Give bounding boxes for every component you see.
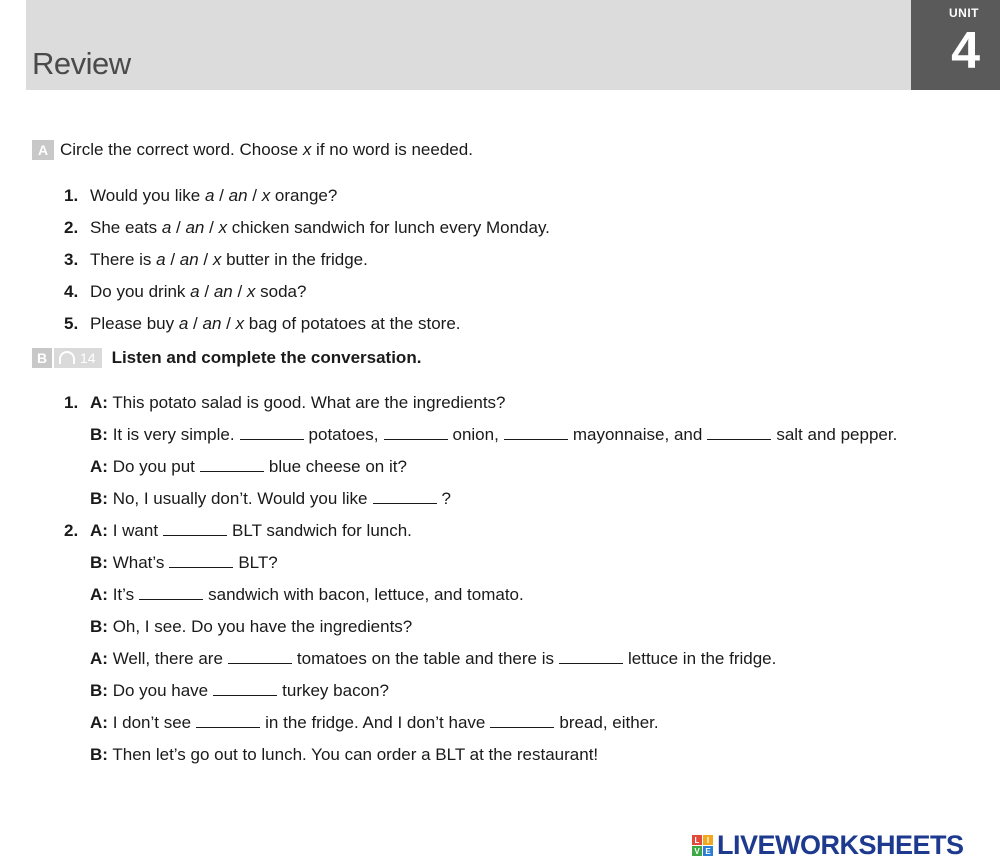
speaker-label: A:: [90, 457, 108, 476]
exercise-a-item: 3. There is a / an / x butter in the fridge.: [64, 250, 368, 269]
answer-blank[interactable]: [707, 438, 771, 440]
answer-blank[interactable]: [559, 662, 623, 664]
speaker-label: A:: [90, 521, 108, 540]
exercise-a-item: 2. She eats a / an / x chicken sandwich for lunch every Monday.: [64, 218, 550, 237]
unit-box: [911, 0, 1000, 90]
word-choice[interactable]: a: [190, 282, 200, 301]
conversation-line: A: This potato salad is good. What are the ingredients?: [90, 393, 506, 412]
word-choice[interactable]: a: [161, 218, 172, 237]
conversation-line: A: It’s sandwich with bacon, lettuce, and tomato.: [90, 585, 524, 604]
word-choice[interactable]: x: [246, 282, 256, 301]
answer-blank[interactable]: [373, 502, 437, 504]
speaker-label: B:: [90, 553, 108, 572]
conversation-line: A: Do you put blue cheese on it?: [90, 457, 407, 476]
answer-blank[interactable]: [163, 534, 227, 536]
word-choice[interactable]: a: [178, 314, 189, 333]
speaker-label: A:: [90, 649, 108, 668]
speaker-label: B:: [90, 617, 108, 636]
answer-blank[interactable]: [228, 662, 292, 664]
answer-blank[interactable]: [200, 470, 264, 472]
conversation-line: B: Do you have turkey bacon?: [90, 681, 389, 700]
conversation-line: B: No, I usually don’t. Would you like ?: [90, 489, 451, 508]
answer-blank[interactable]: [139, 598, 203, 600]
section-a-heading: [32, 140, 473, 160]
section-b-badge: B: [32, 348, 52, 368]
conversation-line: A: I want BLT sandwich for lunch.: [90, 521, 412, 540]
section-b-instruction: Listen and complete the conversation.: [111, 348, 422, 367]
section-a-badge: A: [32, 140, 54, 160]
conversation-line: B: Oh, I see. Do you have the ingredients?: [90, 617, 413, 636]
conversation-1-number: 1.: [64, 393, 79, 412]
speaker-label: B:: [90, 425, 108, 444]
speaker-label: B:: [90, 745, 108, 764]
speaker-label: B:: [90, 681, 108, 700]
conversation-2-number: 2.: [64, 521, 79, 540]
word-choice[interactable]: x: [218, 218, 228, 237]
header-bar: [26, 0, 911, 90]
unit-number: 4: [951, 22, 980, 80]
logo-grid-icon: L I V E: [692, 835, 713, 856]
conversation-line: B: What’s BLT?: [90, 553, 278, 572]
answer-blank[interactable]: [240, 438, 304, 440]
answer-blank[interactable]: [504, 438, 568, 440]
section-b-heading: [32, 348, 421, 368]
word-choice[interactable]: x: [235, 314, 245, 333]
section-a-instruction: Circle the correct word. Choose x if no word is needed.: [60, 140, 473, 159]
exercise-a-item: 4. Do you drink a / an / x soda?: [64, 282, 307, 301]
word-choice[interactable]: an: [228, 186, 248, 205]
conversation-line: A: I don’t see in the fridge. And I don’t have bread, either.: [90, 713, 659, 732]
page-title: Review: [32, 46, 131, 81]
word-choice[interactable]: an: [185, 218, 205, 237]
answer-blank[interactable]: [169, 566, 233, 568]
speaker-label: A:: [90, 393, 108, 412]
speaker-label: A:: [90, 713, 108, 732]
conversation-line: B: It is very simple. potatoes, onion, mayonnaise, and salt and pepper.: [90, 425, 898, 444]
liveworksheets-logo: [692, 830, 964, 861]
exercise-a-item: 5. Please buy a / an / x bag of potatoes at the store.: [64, 314, 461, 333]
word-choice[interactable]: x: [261, 186, 271, 205]
conversation-line: A: Well, there are tomatoes on the table and there is lettuce in the fridge.: [90, 649, 777, 668]
word-choice[interactable]: a: [204, 186, 215, 205]
exercise-a-item: 1. Would you like a / an / x orange?: [64, 186, 338, 205]
logo-text: LIVEWORKSHEETS: [717, 830, 964, 860]
word-choice[interactable]: an: [179, 250, 199, 269]
audio-track-button[interactable]: [54, 348, 102, 368]
answer-blank[interactable]: [196, 726, 260, 728]
word-choice[interactable]: an: [213, 282, 233, 301]
word-choice[interactable]: x: [212, 250, 222, 269]
answer-blank[interactable]: [490, 726, 554, 728]
answer-blank[interactable]: [213, 694, 277, 696]
audio-track-number: 14: [80, 350, 96, 366]
word-choice[interactable]: an: [202, 314, 222, 333]
word-choice[interactable]: a: [156, 250, 166, 269]
speaker-label: A:: [90, 585, 108, 604]
conversation-line: B: Then let’s go out to lunch. You can order a BLT at the restaurant!: [90, 745, 599, 764]
speaker-label: B:: [90, 489, 108, 508]
answer-blank[interactable]: [384, 438, 448, 440]
headphones-icon: [58, 350, 76, 366]
unit-label: UNIT: [949, 6, 979, 20]
